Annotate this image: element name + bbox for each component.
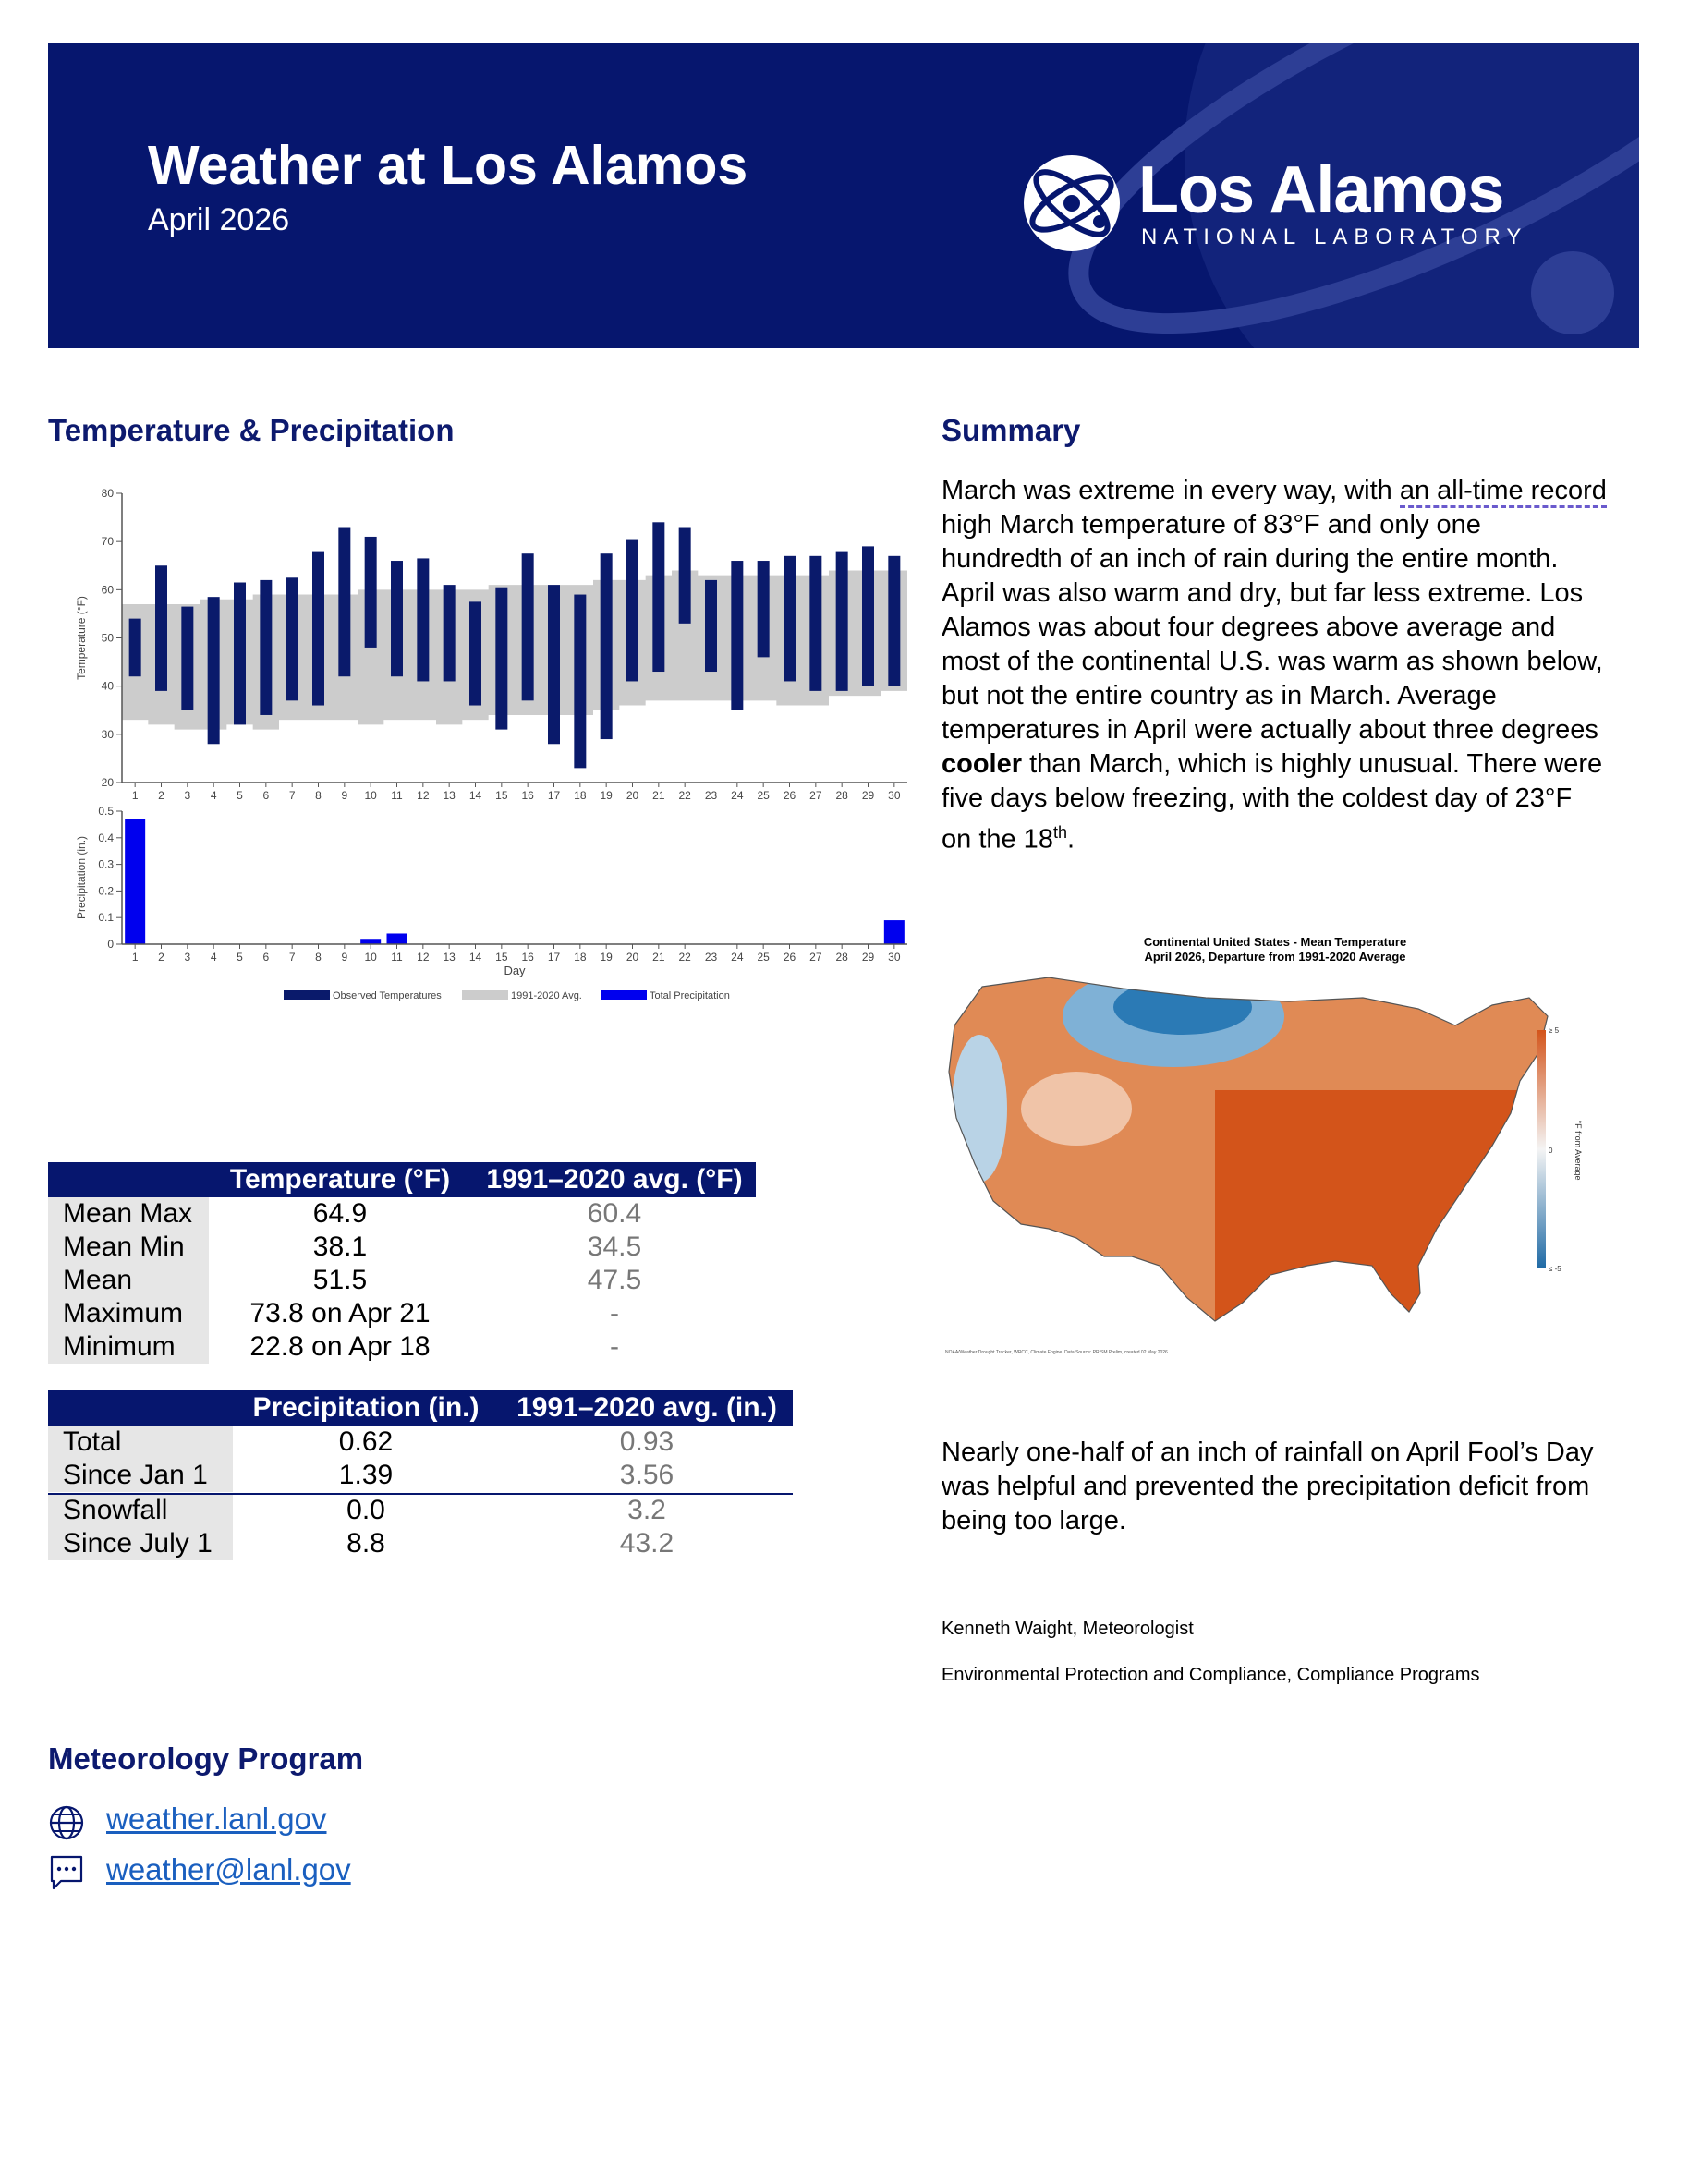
observed-temperature-bar: [548, 585, 560, 744]
temperature-x-tick-label: 24: [731, 789, 744, 802]
temperature-y-tick-label: 30: [101, 727, 114, 741]
author-name: Kenneth Waight, Meteorologist: [942, 1619, 1194, 1639]
map-warm-region: [1215, 1090, 1566, 1349]
temp-row-value: 73.8 on Apr 21: [249, 1298, 431, 1329]
temperature-x-tick-label: 9: [341, 789, 348, 802]
observed-temperature-bar: [208, 597, 220, 744]
header-banner: [48, 43, 1639, 348]
temperature-y-tick-label: 20: [101, 776, 114, 789]
observed-temperature-bar: [312, 552, 324, 706]
precipitation-x-tick-label: 9: [341, 951, 348, 964]
observed-temperature-bar: [286, 577, 298, 700]
precipitation-x-tick-label: 2: [158, 951, 164, 964]
page-title: Weather at Los Alamos: [148, 135, 748, 196]
precip-row-avg: 0.93: [619, 1426, 674, 1457]
temp-row-avg: 34.5: [587, 1232, 642, 1262]
precipitation-x-tick-label: 15: [495, 951, 508, 964]
summary-superscript: th: [1052, 823, 1067, 842]
temp-row-label: Minimum: [48, 1330, 209, 1364]
section-heading-temp-precip: Temperature & Precipitation: [48, 413, 455, 447]
precip-row-avg: 3.2: [627, 1495, 666, 1525]
precip-row-avg: 3.56: [619, 1460, 674, 1490]
temperature-x-tick-label: 27: [809, 789, 822, 802]
observed-temperature-bar: [784, 556, 796, 682]
temperature-x-tick-label: 15: [495, 789, 508, 802]
temperature-x-tick-label: 20: [626, 789, 639, 802]
temperature-x-tick-label: 26: [783, 789, 796, 802]
summary-text-bold: cooler: [942, 749, 1023, 779]
precipitation-y-axis-label: Precipitation (in.): [75, 835, 88, 920]
precipitation-x-tick-label: 23: [704, 951, 718, 964]
precip-row-label: Snowfall: [48, 1494, 233, 1527]
observed-temperature-bar: [391, 561, 403, 676]
temp-row-value: 38.1: [312, 1232, 368, 1262]
map-west-coast-region: [952, 1035, 1007, 1183]
temperature-x-tick-label: 29: [861, 789, 875, 802]
precipitation-x-tick-label: 11: [391, 951, 403, 964]
precip-row-value: 0.62: [338, 1426, 394, 1457]
observed-temperature-bar: [888, 556, 900, 686]
lanl-logo-icon: [1021, 152, 1123, 254]
precipitation-y-tick-label: 0.2: [98, 884, 114, 898]
observed-temperature-bar: [444, 585, 456, 681]
temperature-x-tick-label: 5: [237, 789, 243, 802]
precipitation-y-tick-label: 0: [107, 938, 114, 951]
temperature-x-tick-label: 3: [184, 789, 191, 802]
observed-temperature-bar: [260, 580, 272, 715]
map-scale-tick: ≤ -5: [1549, 1265, 1561, 1273]
temperature-x-tick-label: 1: [131, 789, 139, 802]
observed-temperature-bar: [809, 556, 821, 691]
temperature-y-tick-label: 60: [101, 583, 114, 597]
temp-row-avg: 60.4: [587, 1198, 642, 1229]
summary-text-underlined: an all-time record: [1400, 476, 1607, 508]
temp-row-value: 51.5: [312, 1265, 368, 1295]
summary-text-b: high March temperature of 83°F and only one hundredth of an inch of rain during the entire month. April was also warm and dry, but far less extreme. Los Alamos was about four degrees above average and most of the continental U.S. was warm as shown below, but not the entire country as in March. Average temperatures in April were actually about three degrees: [942, 510, 1603, 745]
summary-text-a: March was extreme in every way, with: [942, 476, 1400, 505]
temperature-x-tick-label: 30: [888, 789, 901, 802]
email-link[interactable]: weather@lanl.gov: [106, 1852, 351, 1887]
observed-temperature-bar: [574, 595, 586, 769]
x-axis-label: Day: [504, 964, 526, 977]
precipitation-bar: [884, 920, 905, 944]
observed-temperature-bar: [626, 540, 638, 682]
temperature-x-tick-label: 22: [678, 789, 691, 802]
precipitation-x-tick-label: 27: [809, 951, 822, 964]
temperature-y-tick-label: 40: [101, 679, 114, 693]
observed-temperature-bar: [601, 553, 613, 739]
temp-row-avg: 47.5: [587, 1265, 642, 1295]
observed-temperature-bar: [836, 552, 848, 691]
globe-icon: [48, 1804, 85, 1841]
precipitation-x-tick-label: 7: [288, 951, 296, 964]
precipitation-x-tick-label: 16: [521, 951, 534, 964]
precipitation-y-tick-label: 0.4: [98, 831, 114, 844]
temperature-x-tick-label: 10: [364, 789, 377, 802]
precipitation-x-tick-label: 24: [731, 951, 744, 964]
temp-row-value: 22.8 on Apr 18: [249, 1331, 431, 1362]
precip-row-label: Since Jan 1: [48, 1459, 233, 1492]
temperature-x-tick-label: 23: [704, 789, 718, 802]
temperature-x-tick-label: 19: [600, 789, 613, 802]
precip-row-value: 0.0: [346, 1495, 385, 1525]
temperature-x-tick-label: 7: [288, 789, 296, 802]
us-temperature-departure-map: [938, 961, 1585, 1367]
legend-precipitation-swatch: [601, 990, 647, 1000]
temperature-col-header: Temperature (°F): [229, 1164, 451, 1195]
precip-row-label: Total: [48, 1426, 233, 1459]
temperature-x-tick-label: 6: [262, 789, 270, 802]
temperature-y-tick-label: 80: [101, 487, 114, 500]
precipitation-x-tick-label: 20: [626, 951, 639, 964]
observed-temperature-bar: [758, 561, 770, 657]
rainfall-note: Nearly one-half of an inch of rainfall on April Fool’s Day was helpful and prevented the precipitation deficit from being too large.: [942, 1438, 1594, 1535]
map-scale-tick: 0: [1549, 1147, 1553, 1155]
precipitation-x-tick-label: 8: [315, 951, 322, 964]
temp-row-label: Mean Max: [48, 1197, 209, 1231]
precipitation-x-tick-label: 12: [417, 951, 430, 964]
map-mild-region: [1021, 1072, 1132, 1146]
precipitation-x-tick-label: 6: [262, 951, 270, 964]
temperature-y-axis-label: Temperature (°F): [75, 596, 88, 680]
table-divider: [48, 1493, 793, 1495]
summary-paragraph: [942, 474, 1607, 857]
temperature-x-tick-label: 21: [652, 789, 665, 802]
page-subtitle: April 2026: [148, 202, 290, 237]
precipitation-y-tick-label: 0.3: [98, 857, 114, 871]
precip-row-avg: 43.2: [619, 1528, 674, 1559]
summary-text-c: than March, which is highly unusual. There were five days below freezing, with the coldest day of 23°F on the 18: [942, 749, 1603, 855]
observed-temperature-bar: [731, 561, 743, 710]
precipitation-x-tick-label: 28: [835, 951, 848, 964]
precipitation-x-tick-label: 10: [364, 951, 377, 964]
observed-temperature-bar: [155, 565, 167, 691]
precipitation-col-header: Precipitation (in.): [252, 1392, 480, 1423]
temperature-x-tick-label: 11: [391, 789, 403, 802]
map-title-line1: Continental United States - Mean Temperature: [1143, 935, 1407, 949]
precipitation-y-tick-label: 0.5: [98, 805, 114, 818]
temp-row-avg: -: [610, 1331, 619, 1362]
temperature-x-tick-label: 2: [158, 789, 164, 802]
temperature-x-tick-label: 14: [468, 789, 482, 802]
temperature-x-tick-label: 13: [443, 789, 456, 802]
precipitation-x-tick-label: 3: [184, 951, 191, 964]
logo-subtitle: NATIONAL LABORATORY: [1141, 224, 1528, 249]
temperature-x-tick-label: 4: [210, 789, 217, 802]
temp-row-label: Mean: [48, 1264, 209, 1297]
legend-observed-swatch: [284, 990, 330, 1000]
precipitation-y-tick-label: 0.1: [98, 911, 114, 925]
temperature-x-tick-label: 8: [315, 789, 322, 802]
section-heading-summary: Summary: [942, 413, 1081, 447]
website-link[interactable]: weather.lanl.gov: [106, 1802, 327, 1836]
precip-row-value: 1.39: [338, 1460, 394, 1490]
map-credit: NOAA/Weather Drought Tracker, WRCC, Climate Engine. Data Source: PRISM Prelim, created 02 May 2026: [945, 1350, 1168, 1355]
observed-temperature-bar: [417, 558, 429, 681]
observed-temperature-bar: [522, 553, 534, 700]
observed-temperature-bar: [338, 528, 350, 677]
temperature-y-tick-label: 70: [101, 535, 114, 549]
observed-temperature-bar: [679, 528, 691, 624]
precipitation-x-tick-label: 25: [757, 951, 770, 964]
precipitation-x-tick-label: 21: [652, 951, 665, 964]
precipitation-avg-col-header: 1991–2020 avg. (in.): [516, 1392, 777, 1423]
temperature-x-tick-label: 18: [574, 789, 587, 802]
legend-precipitation-label: Total Precipitation: [650, 990, 730, 1001]
precip-row-label: Since July 1: [48, 1527, 233, 1560]
observed-temperature-bar: [181, 607, 193, 710]
precipitation-x-tick-label: 19: [600, 951, 613, 964]
observed-temperature-bar: [495, 588, 507, 730]
temperature-x-tick-label: 25: [757, 789, 770, 802]
temperature-x-tick-label: 12: [417, 789, 430, 802]
legend-observed-label: Observed Temperatures: [333, 990, 442, 1001]
precipitation-x-tick-label: 5: [237, 951, 243, 964]
precipitation-bar: [125, 819, 145, 944]
precipitation-x-tick-label: 4: [210, 951, 217, 964]
precipitation-x-tick-label: 30: [888, 951, 901, 964]
precipitation-x-tick-label: 22: [678, 951, 691, 964]
precipitation-x-tick-label: 14: [468, 951, 482, 964]
temp-row-label: Maximum: [48, 1297, 209, 1330]
precipitation-x-tick-label: 26: [783, 951, 796, 964]
map-title-line2: April 2026, Departure from 1991-2020 Average: [1144, 950, 1406, 964]
precipitation-bar: [360, 939, 381, 944]
precipitation-x-tick-label: 17: [547, 951, 561, 964]
temperature-x-tick-label: 16: [521, 789, 534, 802]
observed-temperature-bar: [705, 580, 717, 672]
temp-row-avg: -: [610, 1298, 619, 1329]
map-scale-tick: ≥ 5: [1549, 1026, 1560, 1035]
chat-icon: [48, 1853, 85, 1892]
precip-row-value: 8.8: [346, 1528, 385, 1559]
map-fill: [938, 961, 1585, 1367]
map-color-scale: [1537, 1030, 1546, 1268]
temp-row-value: 64.9: [312, 1198, 368, 1229]
observed-temperature-bar: [129, 619, 141, 677]
logo-wordmark: Los Alamos: [1138, 153, 1504, 227]
observed-temperature-bar: [862, 546, 874, 686]
precipitation-bar: [387, 933, 407, 944]
author-organization: Environmental Protection and Compliance, Compliance Programs: [942, 1665, 1480, 1685]
precipitation-x-tick-label: 29: [861, 951, 875, 964]
temperature-precipitation-chart: [48, 480, 917, 1016]
temperature-y-tick-label: 50: [101, 631, 114, 645]
temperature-avg-col-header: 1991–2020 avg. (°F): [486, 1164, 743, 1195]
temp-row-label: Mean Min: [48, 1231, 209, 1264]
map-cold-region: [1113, 979, 1252, 1035]
summary-text-end: .: [1066, 824, 1075, 855]
legend-average-label: 1991-2020 Avg.: [511, 990, 582, 1001]
observed-temperature-bar: [234, 583, 246, 725]
section-heading-program: Meteorology Program: [48, 1741, 364, 1776]
precipitation-x-tick-label: 18: [574, 951, 587, 964]
observed-temperature-bar: [652, 522, 664, 672]
temperature-x-tick-label: 28: [835, 789, 848, 802]
legend-average-swatch: [462, 990, 508, 1000]
map-scale-label: °F from Average: [1574, 1120, 1583, 1181]
precipitation-x-tick-label: 1: [131, 951, 139, 964]
precipitation-x-tick-label: 13: [443, 951, 456, 964]
observed-temperature-bar: [365, 537, 377, 648]
temperature-x-tick-label: 17: [547, 789, 561, 802]
observed-temperature-bar: [469, 601, 481, 705]
